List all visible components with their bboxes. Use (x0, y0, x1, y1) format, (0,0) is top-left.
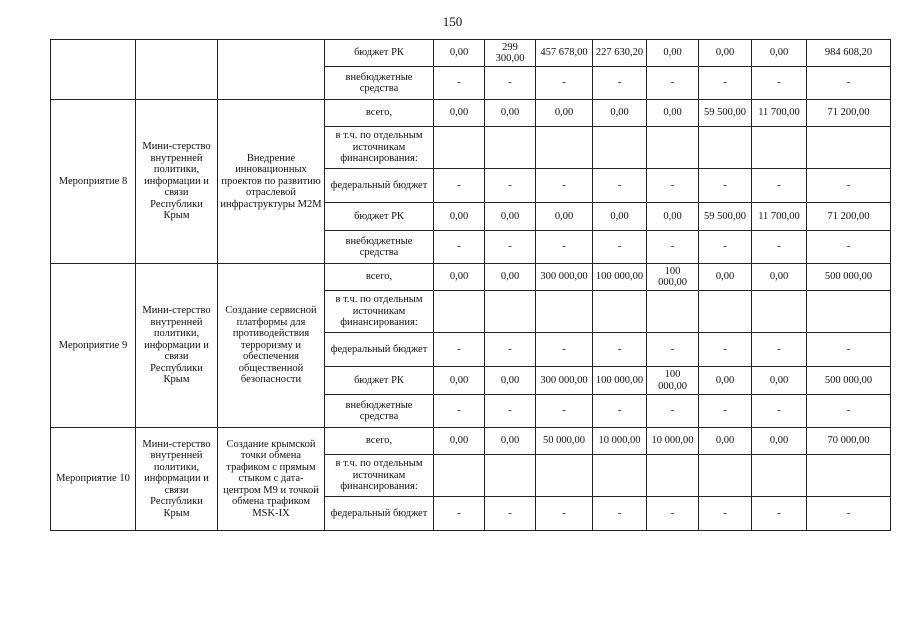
value-cell: 0,00 (434, 40, 485, 67)
activity-description: Создание сервисной платформы для противодействия терроризму и обеспечения общественной безопасности (218, 264, 325, 428)
funding-source-cell: всего, (325, 428, 434, 455)
value-cell: - (647, 395, 699, 428)
value-cell: - (536, 333, 593, 367)
value-cell: - (647, 333, 699, 367)
value-cell: 100 000,00 (647, 367, 699, 395)
value-cell: 100 000,00 (593, 264, 647, 291)
value-cell (807, 127, 891, 169)
value-cell (807, 455, 891, 497)
value-cell: - (593, 231, 647, 264)
value-cell: 0,00 (699, 428, 752, 455)
value-cell: 0,00 (593, 100, 647, 127)
value-cell: 10 000,00 (593, 428, 647, 455)
value-cell: 0,00 (752, 264, 807, 291)
value-cell: 50 000,00 (536, 428, 593, 455)
value-cell (647, 291, 699, 333)
value-cell: - (536, 395, 593, 428)
value-cell: - (536, 67, 593, 100)
funding-source-cell: в т.ч. по отдельным источникам финансирования: (325, 455, 434, 497)
value-cell: - (536, 231, 593, 264)
financing-table (50, 39, 891, 531)
funding-source-cell: федеральный бюджет (325, 497, 434, 531)
value-cell: - (699, 169, 752, 203)
value-cell: - (434, 231, 485, 264)
responsible-executor: Мини-стерство внутренней политики, информации и связи Республики Крым (136, 100, 218, 264)
value-cell: 0,00 (536, 100, 593, 127)
value-cell: - (807, 497, 891, 531)
activity-description: Создание крымской точки обмена трафиком с прямым стыком с дата-центром M9 и точкой обмена трафиком MSK-IX (218, 428, 325, 531)
value-cell (485, 127, 536, 169)
value-cell: - (807, 169, 891, 203)
value-cell: 0,00 (752, 40, 807, 67)
value-cell (699, 455, 752, 497)
value-cell: - (647, 497, 699, 531)
funding-source-cell: в т.ч. по отдельным источникам финансирования: (325, 291, 434, 333)
value-cell (752, 127, 807, 169)
value-cell: 0,00 (647, 203, 699, 231)
responsible-cell-empty (136, 40, 218, 100)
value-cell: 299 300,00 (485, 40, 536, 67)
value-cell: 0,00 (485, 367, 536, 395)
value-cell (647, 127, 699, 169)
activity-description: Внедрение инновационных проектов по развитию отраслевой инфраструктуры M2M (218, 100, 325, 264)
value-cell: - (593, 67, 647, 100)
funding-source-cell: бюджет РК (325, 40, 434, 67)
value-cell: 71 200,00 (807, 100, 891, 127)
value-cell (536, 455, 593, 497)
value-cell: 300 000,00 (536, 264, 593, 291)
value-cell: - (699, 395, 752, 428)
funding-source-cell: федеральный бюджет (325, 169, 434, 203)
activity-name: Мероприятие 8 (51, 100, 136, 264)
value-cell: - (807, 67, 891, 100)
value-cell: - (434, 169, 485, 203)
value-cell: 0,00 (485, 428, 536, 455)
value-cell: 10 000,00 (647, 428, 699, 455)
funding-source-cell: бюджет РК (325, 203, 434, 231)
value-cell: 59 500,00 (699, 203, 752, 231)
value-cell: - (434, 333, 485, 367)
value-cell: - (485, 333, 536, 367)
value-cell (807, 291, 891, 333)
funding-source-cell: федеральный бюджет (325, 333, 434, 367)
activity-name: Мероприятие 10 (51, 428, 136, 531)
value-cell: 0,00 (434, 428, 485, 455)
value-cell: 500 000,00 (807, 367, 891, 395)
table-row (51, 264, 891, 291)
table-row (51, 100, 891, 127)
activity-cell-empty (51, 40, 136, 100)
value-cell: 227 630,20 (593, 40, 647, 67)
responsible-executor: Мини-стерство внутренней политики, информации и связи Республики Крым (136, 264, 218, 428)
value-cell: 59 500,00 (699, 100, 752, 127)
funding-source-cell: всего, (325, 264, 434, 291)
value-cell: - (434, 395, 485, 428)
value-cell (752, 455, 807, 497)
value-cell: - (807, 333, 891, 367)
value-cell: 300 000,00 (536, 367, 593, 395)
value-cell: 0,00 (699, 40, 752, 67)
value-cell: - (536, 169, 593, 203)
value-cell (699, 127, 752, 169)
value-cell: - (752, 333, 807, 367)
value-cell (485, 291, 536, 333)
page-number: 150 (442, 14, 463, 29)
value-cell: - (752, 169, 807, 203)
value-cell: - (593, 169, 647, 203)
value-cell: - (485, 169, 536, 203)
value-cell: 0,00 (647, 100, 699, 127)
value-cell (699, 291, 752, 333)
funding-source-cell: внебюджетные средства (325, 395, 434, 428)
value-cell: - (752, 231, 807, 264)
value-cell: - (434, 67, 485, 100)
value-cell (752, 291, 807, 333)
value-cell (536, 127, 593, 169)
value-cell: 0,00 (434, 367, 485, 395)
value-cell (593, 127, 647, 169)
value-cell (434, 455, 485, 497)
value-cell: - (647, 169, 699, 203)
value-cell: 11 700,00 (752, 203, 807, 231)
value-cell: - (699, 333, 752, 367)
description-cell-empty (218, 40, 325, 100)
value-cell: 0,00 (434, 100, 485, 127)
value-cell: 0,00 (485, 264, 536, 291)
value-cell: 984 608,20 (807, 40, 891, 67)
funding-source-cell: бюджет РК (325, 367, 434, 395)
value-cell: - (752, 395, 807, 428)
value-cell: - (485, 497, 536, 531)
value-cell: - (536, 497, 593, 531)
value-cell (434, 127, 485, 169)
value-cell (536, 291, 593, 333)
table-row (51, 40, 891, 67)
value-cell (485, 455, 536, 497)
value-cell (593, 455, 647, 497)
value-cell (593, 291, 647, 333)
value-cell (434, 291, 485, 333)
value-cell: 71 200,00 (807, 203, 891, 231)
funding-source-cell: внебюджетные средства (325, 231, 434, 264)
table-row (51, 428, 891, 455)
value-cell: - (807, 395, 891, 428)
value-cell: 0,00 (485, 100, 536, 127)
value-cell: 0,00 (434, 203, 485, 231)
value-cell: 70 000,00 (807, 428, 891, 455)
value-cell: - (434, 497, 485, 531)
funding-source-cell: в т.ч. по отдельным источникам финансирования: (325, 127, 434, 169)
value-cell: 0,00 (536, 203, 593, 231)
value-cell: 0,00 (434, 264, 485, 291)
value-cell: 100 000,00 (647, 264, 699, 291)
value-cell: - (699, 67, 752, 100)
value-cell: 0,00 (752, 367, 807, 395)
responsible-executor: Мини-стерство внутренней политики, информации и связи Республики Крым (136, 428, 218, 531)
value-cell: 0,00 (593, 203, 647, 231)
value-cell: - (485, 231, 536, 264)
funding-source-cell: всего, (325, 100, 434, 127)
activity-name: Мероприятие 9 (51, 264, 136, 428)
value-cell: - (593, 497, 647, 531)
value-cell: - (647, 231, 699, 264)
value-cell: 11 700,00 (752, 100, 807, 127)
value-cell: - (647, 67, 699, 100)
value-cell: - (593, 333, 647, 367)
value-cell: - (485, 395, 536, 428)
value-cell: 0,00 (647, 40, 699, 67)
value-cell: 500 000,00 (807, 264, 891, 291)
value-cell: 0,00 (699, 367, 752, 395)
value-cell: 457 678,00 (536, 40, 593, 67)
value-cell: - (807, 231, 891, 264)
value-cell: 0,00 (485, 203, 536, 231)
value-cell: - (752, 67, 807, 100)
value-cell: 0,00 (752, 428, 807, 455)
value-cell (647, 455, 699, 497)
funding-source-cell: внебюджетные средства (325, 67, 434, 100)
value-cell: - (699, 231, 752, 264)
value-cell: - (752, 497, 807, 531)
value-cell: - (593, 395, 647, 428)
value-cell: - (485, 67, 536, 100)
value-cell: 0,00 (699, 264, 752, 291)
value-cell: - (699, 497, 752, 531)
value-cell: 100 000,00 (593, 367, 647, 395)
